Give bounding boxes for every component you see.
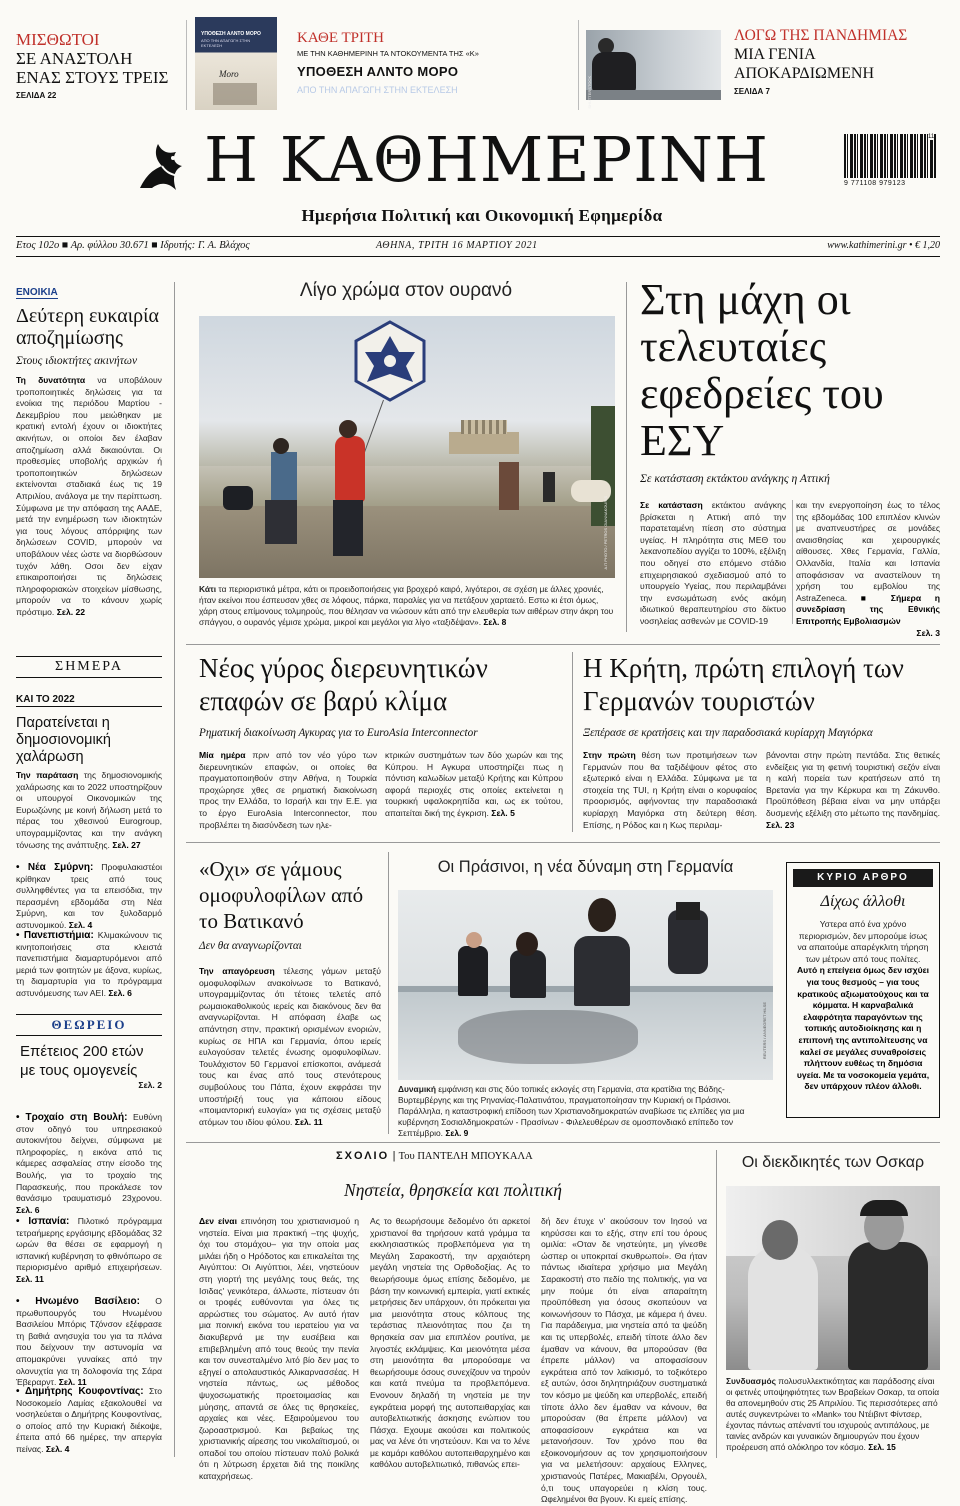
teaser-divider (186, 20, 187, 110)
book-cover-subtitle: ΑΠΟ ΤΗΝ ΑΠΑΓΩΓΗ ΣΤΗΝ ΕΚΤΕΛΕΣΗ (201, 38, 251, 48)
barcode-issue: 11 (928, 134, 935, 140)
comment-label: ΣΧΟΛΙΟ (336, 1150, 390, 1162)
editorial-title[interactable]: Δίχως άλλοθι (820, 893, 906, 910)
rent-headline[interactable]: Δεύτερη ευκαιρία αποζημίωσης (16, 305, 159, 349)
kite-story-title[interactable]: Λίγο χρώμα στον ουρανό (299, 280, 513, 301)
lead-body-text: εκτάκτου ανάγκης βρίσκεται η Αττική από την παρατεταμένη πίεση στο σύστημα υγείας. Η πληρότητα στις ΜΕΘ του λεκανοπεδίου αγγίζει το 100%, εξέλιξη που οδηγεί στο επόμενο στάδιο επιχειρησιακού σχεδιασμού από το υπουργείο Υγείας, που περιλαμβάνει την ενσωμάτωση ενός ακόμη ιδιωτικού θεραπευτηρίου στο δίκτυο νοσηλείας ασθενών με COVID-19 (640, 500, 786, 626)
bullet-head: • Νέα Σμύρνη: (16, 862, 94, 873)
book-cover-author: Moro (219, 69, 239, 79)
crete-page-ref[interactable]: Σελ. 23 (766, 819, 795, 830)
dateline-rule-bottom (16, 256, 940, 257)
lead-column-rule (792, 500, 793, 624)
rent-lead: Τη δυνατότητα (16, 375, 86, 385)
teaser-kicker: ΜΙΣΘΩΤΟΙ (16, 30, 100, 49)
barcode-number: 9 771108 979123 (844, 180, 906, 187)
kite-shape (349, 320, 431, 402)
masthead-subtitle: Ημερήσια Πολιτική και Οικονομική Εφημερίδα (301, 206, 663, 225)
today-label-text: ΣΗΜΕΡΑ (55, 659, 123, 674)
bullet-text: • Ηνωμένο Βασίλειο: Ο πρωθυπουργός του Ηνωμένου Βασιλείου Μπόρις Τζόνσον εξέφρασε τη βαθιά ανησυχία του για τα πλάνα που δείχνουν την αστυνομία να απομακρύνει γυναίκες από την ολονυχτία για τη δολοφονία της Σάρα Έβεραρντ. Σελ. 11 (16, 1296, 162, 1388)
kite-photo-credit: Α.Π PHOTO / PETROS GIANNAKOURIS (603, 496, 608, 570)
cyprus-headline[interactable]: Νέος γύρος διερευνητικών επαφών σε βαρύ κλίμα (199, 653, 488, 716)
bullet-text: • Τροχαίο στη Βουλή: Ευθύνη στον οδηγό του υπηρεσιακού αυτοκινήτου δείχνει, σύμφωνα με πληροφορίες, η εικόνα από τις κάμερες ασφαλείας στην είσοδο της Βουλής, για το τροχαίο της Παρασκευής, που προκάλεσε τον θανάσιμο τραυματισμό 23χρονου. Σελ. 6 (16, 1112, 162, 1215)
crete-body-text-2: βάνονται στην πρώτη πεντάδα. Στις θετικές ενδείξεις για τη φετινή τουριστική σεζόν είναι η καλή πορεία των κρατήσεων από τη Βρετανία για την Κέρκυρα και τη Ζάκυνθο. Προϋπόθεση βέβαια είναι να μην υπάρξει δυσμενής εξέλιξη στο μέτωπο της πανδημίας. (766, 750, 940, 818)
vatican-body (199, 966, 381, 1132)
teaser-photo-young-woman (586, 30, 721, 109)
teaser-kicker: ΚΑΘΕ ΤΡΙΤΗ (297, 30, 385, 46)
crete-body-col1 (583, 750, 757, 832)
crete-lead: Στην πρώτη (583, 750, 636, 760)
teaser-sub: ΑΠΟ ΤΗΝ ΑΠΑΓΩΓΗ ΣΤΗΝ ΕΚΤΕΛΕΣΗ (297, 85, 458, 95)
kite-page-ref[interactable]: Σελ. 8 (483, 617, 507, 627)
masthead-title: Η ΚΑΘΗΜΕΡΙΝΗ (204, 123, 770, 196)
editorial-body (795, 919, 931, 1095)
fiscal-label: ΚΑΙ ΤΟ 2022 (16, 694, 162, 707)
bullet-text: • Δημήτρης Κουφοντίνας: Στο Νοσοκομείο Λαμίας εξακολουθεί να νοσηλεύεται ο Δημήτρης Κουφοντίνας, ο οποίος από την Κυριακή διέκοψε, έπειτα από 66 ημέρες, την απεργία πείνας. Σελ. 4 (16, 1386, 163, 1454)
vatican-lead: Την απαγόρευση (199, 966, 275, 976)
cyprus-page-ref[interactable]: Σελ. 5 (491, 807, 515, 818)
rent-deck: Στους ιδιοκτήτες ακινήτων (16, 355, 138, 367)
lead-lead: Σε κατάσταση (640, 500, 703, 510)
bullet-item[interactable] (16, 1386, 162, 1458)
bullet-head: • Πανεπιστήμια: (16, 930, 94, 941)
crete-body-col2 (766, 750, 940, 832)
lead-page-ref[interactable]: Σελ. 3 (916, 627, 940, 638)
dateline-rule-top (16, 236, 940, 237)
crete-body-text: θέση των προτιμήσεων των Γερμανών που θα ταξιδέψουν φέτος στο εξωτερικό είναι η Ελλάδα. Σύμφωνα με τα στοιχεία της TUI, η Κρήτη είναι ο κορυφαίος προορισμός, αφήνοντας την παραδοσιακά κυρίαρχη Μαγιόρκα στη δεύτερη θέση. Επίσης, η Ρόδος και η Κως περιλαμ- (583, 750, 757, 830)
oscar-caption (726, 1376, 940, 1458)
crete-headline[interactable]: Η Κρήτη, πρώτη επιλογή των Γερμανών τουριστών (583, 653, 904, 716)
today-label (16, 656, 162, 678)
greens-page-ref[interactable]: Σελ. 9 (445, 1128, 469, 1138)
theoreio-title: Επέτειος 200 ετών με τους ομογενείς (20, 1043, 144, 1079)
lead-body-col1 (640, 500, 786, 624)
cyprus-body-col1 (199, 750, 377, 832)
teaser-headline-line1: ΣΕ ΑΝΑΣΤΟΛΗ (16, 49, 133, 68)
comment-col1 (199, 1216, 359, 1482)
teaser-photo-credit: SHUTTERSTOCK (587, 76, 592, 109)
lead-deck: Σε κατάσταση εκτάκτου ανάγκης η Αττική (640, 472, 830, 485)
left-column-rule (174, 282, 175, 1457)
lead-bold-note: ■ Σήμερα η συνεδρίαση της Εθνικής Επιτροπής Εμβολιασμών (796, 592, 940, 626)
rent-page-ref[interactable]: Σελ. 22 (56, 606, 86, 617)
vatican-deck: Δεν θα αναγνωρίζονται (199, 940, 302, 952)
bullet-text: • Νέα Σμύρνη: Προφυλακιστέοι κρίθηκαν τρεις από τους συλληφθέντες για τα επεισόδια, την περασμένη εβδομάδα στη Νέα Σμύρνη, και τον ξυλοδαρμό αστυνομικού. Σελ. 4 (16, 862, 162, 930)
book-cover-title: ΥΠΟΘΕΣΗ ΑΛΝΤΟ ΜΟΡΟ (201, 31, 261, 37)
row-rule-2 (186, 842, 940, 843)
greens-photo-credit: REUTERS / ANNEGRET HILSE (762, 1002, 767, 1060)
theoreio-item[interactable] (20, 1042, 162, 1090)
lead-headline[interactable]: Στη μάχη οι τελευταίες εφεδρείες του ΕΣΥ (640, 275, 884, 465)
fiscal-item[interactable] (16, 694, 162, 850)
rent-body (16, 375, 162, 617)
comment-header: ΣΧΟΛΙΟ | Του ΠΑΝΤΕΛΗ ΜΠΟΥΚΑΛΑ (336, 1150, 533, 1162)
oscar-caption-lead: Συνδυασμός (726, 1376, 776, 1386)
comment-col3 (541, 1216, 707, 1505)
cyprus-body-text-2: κτρικών συστημάτων των δύο χωρών και της Κύπρου. Η Αγκυρα υποστηρίζει πως η πόντιση καλωδίων μεταξύ Κρήτης και Κύπρου αφορά περιοχές στις οποίες εκτείνεται η τουρκική υφαλοκρηπίδα και, ως εκ τούτου, απαιτείται δική της έγκριση. (385, 750, 563, 818)
teaser-headline: ΥΠΟΘΕΣΗ ΑΛΝΤΟ ΜΟΡΟ (297, 64, 459, 79)
lead-body-col2 (796, 500, 940, 638)
fiscal-lead: Την παράταση (16, 770, 79, 780)
greens-caption (398, 1084, 773, 1138)
vatican-rule (388, 852, 389, 1134)
comment-author: Του ΠΑΝΤΕΛΗ ΜΠΟΥΚΑΛΑ (398, 1151, 533, 1162)
comment-col2 (370, 1216, 530, 1470)
teaser-kicker: ΛΟΓΩ ΤΗΣ ΠΑΝΔΗΜΙΑΣ (734, 27, 908, 44)
fiscal-page-ref[interactable]: Σελ. 27 (112, 839, 141, 850)
comment-col3-text: δή δεν έτυχε ν' ακούσουν τον Ιησού να κηρύσσει και το εξής, στην επί του όρους ομιλία: «Οταν δε νηστεύητε, μη γίνεσθε ώσπερ οι υποκριταί σκυθρωποί». Θα ήταν πάντως ιδιαίτερα χρήσιμο μια Μεγάλη Σαρακοστή στο πεδίο της πολιτικής, για να μην πούμε ότι είναι απαραίτητη προϋπόθεση για όσους σκοπεύουν να κοινωνήσουν το Πάσχα, με κάμερα ή άνευ. Για παράδειγμα, μια νηστεία από τα ψεύδη και τις υπερβολές, επειδή τίποτε άλλο δεν έμαθαν να κάνουν, θα μπορούσαν (θα έπρεπε μάλλον) να αποφασίσουν εγκράτεια από τον λαϊκισμό, το τοξικότερο εξ αυτών, όσοι δηλητηριάζουν συστηματικά τον κόσμο με ψεύδη και υπερβολές, επειδή τίποτε άλλο δεν έμαθαν να κάνουν, θα μπορούσαν (θα έπρεπε μάλλον) να αποφασίσουν εγκράτεια και να μετανοήσουν. Τον χρόνο που θα εξοικονομήσουν ας τον χρησιμοποιήσουν για να μελετήσουν: αρχαίους Ελληνες, χριστιανούς Πατέρες, Μακιαβέλι, Οργουέλ, ό,τι τους υπαγορεύει η κλίση τους. Ωφελημένοι θα βγουν. Κι εμείς επίσης. (541, 1216, 707, 1505)
teaser-page-ref: ΣΕΛΙΔΑ 7 (734, 87, 770, 96)
cyprus-body-text: πριν από τον νέο γύρο των διερευνητικών επαφών, οι οποίες θα πραγματοποιηθούν στην Αθήνα, η Τουρκία προχώρησε χθες σε ρηματική διακοίνωση προς την Ελλάδα, το Ισραήλ και την Ε.Ε. για το έργο EuroAsia Interconnector, που προβλέπει τη διασύνδεση των ηλε- (199, 750, 378, 830)
bullet-item[interactable] (16, 930, 162, 1000)
teaser-pandemic-generation[interactable] (734, 26, 944, 106)
editorial-label: ΚΥΡΙΟ ΑΡΘΡΟ (793, 869, 933, 887)
theoreio-label-text: ΘΕΩΡΕΙΟ (51, 1017, 127, 1032)
oscar-photo (726, 1186, 940, 1370)
crete-deck: Ξεπέρασε σε κρατήσεις και την παραδοσιακά κυρίαρχη Μαγιόρκα (583, 727, 873, 739)
kite-photo (199, 316, 615, 578)
bullet-item[interactable] (16, 862, 162, 930)
teaser-aldo-moro[interactable] (297, 30, 557, 106)
editorial-body-text: Υστερα από ένα χρόνο περιορισμών, δεν μπορούμε ίσως να απαιτούμε απαρέγκλιτη τήρηση των μέτρων από τους πολίτες. (797, 919, 929, 964)
greens-title[interactable]: Οι Πράσινοι, η νέα δύναμη στη Γερμανία (437, 858, 734, 876)
comment-rule (716, 1150, 717, 1458)
oscar-caption-text: πολυσυλλεκτικότητας και παράδοσης είναι οι φετινές υποψηφιότητες των Βραβείων Οσκαρ, τα οποία θα απονεμηθούν στις 25 Απριλίου. Τις περισσότερες από αυτές συγκεντρώνει το «Mank» του Ντέιβιντ Φίντσερ, έχοντας πάντως απέναντί του ισχυρούς αντιπάλους, με ταινίες ανδρών και γυναικών δημιουργών που έχουν προέρευση από ολόκληρο τον κόσμο. (726, 1376, 940, 1452)
center-rule (626, 282, 627, 632)
oscar-title[interactable]: Οι διεκδικητές των Οσκαρ (741, 1154, 925, 1171)
dateline-date: ΑΘΗΝΑ, ΤΡΙΤΗ 16 ΜΑΡΤΙΟΥ 2021 (376, 240, 538, 251)
kite-caption (199, 584, 615, 640)
lead-body-text-2: και την ενεργοποίηση έως το τέλος της εβδομάδας 100 επιπλέον κλινών με αναπνευστήρες σε μονάδες αναισθησίας και χειρουργικές αίθουσες. Χθες Γερμανία, Γαλλία, Ολλανδία, Ιταλία και Ισπανία αποφάσισαν να αναστείλουν τη χρήση του εμβολίου της AstraZeneca. (796, 500, 940, 603)
greens-caption-text: εμφάνιση και στις δύο τοπικές εκλογές στη Γερμανία, στα κρατίδια της Βάδης-Βυρτεμβέργης και της Ρηνανίας-Παλατινάτου, πραγματοποίησαν την Κυριακή οι Πράσινοι. Παράλληλα, η καταστροφική επίδοση των Χριστιανοδημοκρατών αναβίωσε τις ελπίδες για μια κυβέρνηση Σοσιαλδημοκρατών - Πρασίνων - Φιλελευθέρων σε ομοσπονδιακό επίπεδο τον Σεπτέμβριο. (398, 1084, 745, 1138)
editorial-bold-text: Αυτό η επείγεια όμως δεν ισχύει για τους θεσμούς – για τους κρατικούς αξιωματούχους και τα κόμματα. Η καρναβαλικά ελαφρότητα παραγόντων της τοπικής αυτοδιοίκησης και η επιπονή της αντιπολίτευσης να καλεί σε μεγάλες συναθροίσεις πλήττουν ευθέως τη δημόσια υγεία. Με τα νοσοκομεία γεμάτα, δεν υπάρχουν πλέον άλλοθι. (796, 965, 930, 1092)
teaser-page-ref: ΣΕΛΙΔΑ 22 (16, 91, 57, 100)
comment-title[interactable]: Νηστεία, θρησκεία και πολιτική (344, 1180, 562, 1200)
bullet-text: • Ισπανία: Πιλοτικό πρόγραμμα τετραήμερης εργάσιμης εβδομάδας 32 ωρών θα θέσει σε εφαρμογή η ισπανική κυβέρνηση το φθινόπωρο σε περιορισμένο αριθμό επιχειρήσεων. Σελ. 11 (16, 1216, 162, 1284)
fiscal-title: Παρατείνεται η δημοσιονομική χαλάρωση (16, 715, 111, 765)
comment-lead: Δεν είναι (199, 1216, 237, 1226)
row-rule-3 (186, 1142, 940, 1143)
vatican-page-ref[interactable]: Σελ. 11 (294, 1116, 323, 1127)
kite-caption-lead: Κάτι (199, 584, 217, 594)
vatican-body-text: τέλεσης γάμων μεταξύ ομοφυλοφίλων ανακοίνωσε το Βατικανό, υπογραμμίζοντας ότι τέτοιες τελετές από ρωμαιοκαθολικούς ιερείς και διακόνους δεν θα αναγνωρίζονται. Η απόφαση έλαβε ως απάντηση στην, πρακτική ορισμένων ενοριών, κυρίως σε ΗΠΑ και Γερμανία, όπου ιερείς ευλογούσαν τελετές ένωσης ομοφυλοφίλων. Τουλάχιστον 50 Γερμανοί επίσκοποι, ανάμεσά τους και ένας από τους στενότερους συμβούλους του Πάπα, έχουν εκφράσει την υποστήριξή τους για κάποιου είδους «ποιμαντορική ευλογία» για τις σχέσεις μεταξύ ατόμων του ιδίου φύλου. (199, 966, 381, 1127)
cyprus-body-col2 (385, 750, 563, 832)
barcode (844, 134, 940, 196)
left-column (16, 280, 162, 617)
rent-body-text: να υποβάλουν τροποποιητικές δηλώσεις για τα ενοίκια της περιόδου Μαρτίου - Δεκεμβρίου που μειώθηκαν με κρατική εντολή έχουν οι ιδιοκτήτες ακινήτων, οι οποίοι δεν έλαβαν αποζημίωση αλλά δικαιούνται. Οι προθεσμίες υποβολής αρχικών ή τροποποιητικών δηλώσεων εκτείνονται σταδιακά έως τις 19 Απριλίου, ανάλογα με την περίπτωση. Σύμφωνα με την απόφαση της ΑΑΔΕ, μετά την ενημέρωση των ιδιοκτητών για τους λόγους απόρριψης των δηλώσεων COVID, μπορούν να υποβάλουν νέες ώστε να διορθώσουν τυχόν λάθη. Οσοι δεν είχαν επικαιροποιήσει τις δηλώσεις πληροφοριακών στοιχείων μίσθωσης, μπορούν να το κάνουν χωρίς πρόστιμο. (16, 375, 162, 617)
cyprus-deck: Ρηματική διακοίνωση Αγκυρας για το EuroAsia Interconnector (199, 727, 478, 739)
cyprus-lead: Μία ημέρα (199, 750, 246, 760)
dateline-right[interactable]: www.kathimerini.gr • € 1,20 (827, 240, 940, 251)
teaser-subkicker: ΜΕ ΤΗΝ ΚΑΘΗΜΕΡΙΝΗ ΤΑ ΝΤΟΚΟΥΜΕΝΤΑ ΤΗΣ «Κ» (297, 49, 479, 58)
teaser-wage-earners[interactable] (16, 30, 186, 106)
theoreio-page-ref[interactable]: Σελ. 2 (138, 1080, 162, 1090)
bullet-item[interactable] (16, 1112, 162, 1215)
teaser-headline-line2: ΑΠΟΚΑΡΔΙΩΜΕΝΗ (734, 65, 875, 82)
book-cover-image (195, 17, 277, 110)
theoreio-label (16, 1014, 162, 1036)
griffin-logo (132, 136, 194, 198)
greens-caption-lead: Δυναμική (398, 1084, 436, 1094)
oscar-page-ref[interactable]: Σελ. 15 (868, 1442, 896, 1452)
teaser-headline-line2: ΕΝΑΣ ΣΤΟΥΣ ΤΡΕΙΣ (16, 68, 169, 87)
teaser-headline-line1: ΜΙΑ ΓΕΝΙΑ (734, 46, 816, 63)
rent-label: ΕΝΟΙΚΙΑ (16, 287, 58, 298)
editorial-box (786, 862, 940, 1118)
center-rule-2 (572, 652, 573, 832)
bullet-item[interactable] (16, 1296, 162, 1388)
vatican-headline[interactable]: «Οχι» σε γάμους ομοφυλοφίλων από το Βατικανό (199, 857, 364, 933)
teaser-divider (578, 20, 579, 110)
row-rule-1 (186, 644, 940, 645)
comment-col1-text: επινόηση του χριστιανισμού η νηστεία. Είναι μια πρακτική –της ψυχής, όχι του στομάχου– για την οποία μας μιλάει ήδη ο Ηρόδοτος και επικαλείται της Αιγύπτου: Οι Αιγύπτιοι, λέει, νηστεύουν στη γιορτή της μεγάλης τους θεάς, της Ισιδας' γενικότερα, άλλωστε, πίστευαν ότι οι τροφές ευθύνονται για όλες τις αρρώστιες του σώματος. Αν αυτό ήταν μια ποινική εικόνα του ιερατείου για να διακυβερνά με την ευσέβεια και επιβεβλημένη από τους θεούς την πενία και τον συνεσταλμένο λιτό βίο δεν μας το εξηγεί ο απολαυστικός Αλικαρνασσέας. Η νηστεία πάντως, ως μέθοδος ψυχοσωματικής προετοιμασίας και μύησης, απαντά σε όλες τις θρησκείες, αρχαίες και νέες. Εξαιρούμενου του ζωροαστρισμού. Και βεβαίως της χριστιανικής αίρεσης του νικολαϊτισμού, οι οπαδοί του οποίου πίστευαν πολύ βολικά ότι η λύτρωση έρχεται διά της ποικίλης καταχρήσεως. (199, 1216, 359, 1482)
greens-photo (398, 890, 773, 1080)
fiscal-body-text: της δημοσιονομικής χαλάρωσης και το 2022 υποστηρίζουν οι υπουργοί Οικονομικών της Ευρωζώνης με κοινή δήλωση μετά το πέρας του χθεσινού Eurogroup, υπογραμμίζοντας και την ανάγκη τόνωσης της ανάπτυξης. (16, 770, 162, 850)
bullet-text: • Πανεπιστήμια: Κλιμακώνουν τις κινητοποιήσεις στα κλειστά πανεπιστήμια διαμαρτυρόμενοι από μεριά των φοιτητών με άξονα, κυρίως, τη διαμαρτυρία για το πρόγραμμα αστυνόμευσης των ΑΕΙ. Σελ. 6 (16, 930, 163, 998)
kite-caption-text: τα περιοριστικά μέτρα, κάτι οι προειδοποιήσεις για βροχερό καιρό, λιγότεροι, σε σχέση με άλλες χρονιές, ήταν εκείνοι που έσπευσαν χθες σε λόφους, πάρκα, παραλίες για να πετάξουν χαρταετό. Εστω κι έτσι όμως, χάρη στους επίμονους τολμηρούς, που θέλησαν να νιώσουν κάτι από την ελευθερία των αιθέρων στην άκρη του σπάγγου, ο ουρανός γέμισε χρώμα, μικροί και μεγάλοι για λίγο «ταξιδέψαν». (199, 584, 614, 627)
fiscal-body (16, 770, 162, 850)
comment-col2-text: Ας το θεωρήσουμε δεδομένο ότι αρκετοί χριστιανοί θα τηρήσουν κατά γράμμα τα εκκλησιαστικώς προβλεπόμενα για τη Μεγάλη Σαρακοστή, την αρχαιότερη μεγάλη νηστεία της Ορθοδοξίας. Ας το θεωρήσουμε όμως επίσης δεδομένο, με βάση την κοινωνική εμπειρία, γιατί εκτικές μετρήσεις δεν υπάρχουν, ότι πρόκειται για μια μειονότητα στους κόλπους της τεράστιας πλειονότητας που ζει τη θρησκεία σαν μια επιπλέον ρουτίνα, με λιγοστές εκλάμψεις. Και μειονότητα μέσα στη μειονότητα θα μπορούσαμε να θεωρήσουμε όσους συνεχίζουν να τηρούν και κατά πνεύμα τα προβλεπόμενα. Ενονουν δηλαδή τη νηστεία με την εγκράτεια μορφή της αυτοπειθαρχίας και αυτοβελτιωτικής άσκησης ενώπιον του Πάσχα. Εχουμε ακούσει και πολιτικούς μας να λένε ότι νηστεύουν. Και να το λένε με καμάρι καθόλου αυτοπειθαρχημένο και καθόλου αυτοβελτιωτικό, πιθανώς επει- (370, 1216, 530, 1470)
bullet-item[interactable] (16, 1216, 162, 1288)
dateline-left: Ετος 102ο ■ Αρ. φύλλου 30.671 ■ Ιδρυτής: Γ. Α. Βλάχος (16, 240, 250, 251)
